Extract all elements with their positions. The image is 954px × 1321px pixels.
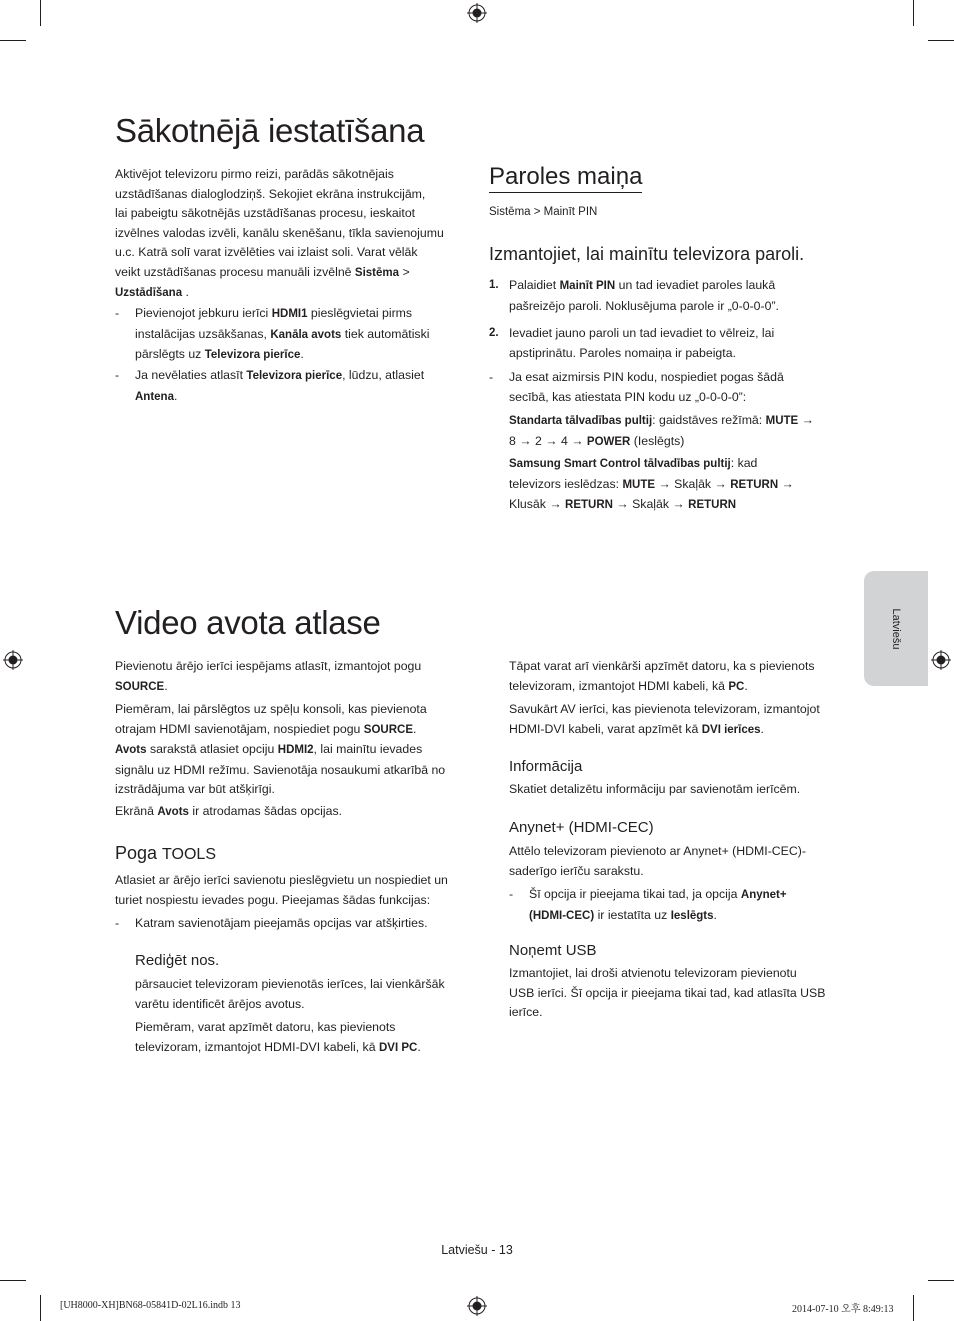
rename-example-dvi: Savukārt AV ierīci, kas pievienota televizoram, izmantojot HDMI-DVI kabeli, varat apzīmēt kā DVI ierīces. — [509, 702, 820, 736]
tools-title: Poga TOOLS — [115, 843, 216, 863]
smart-control-sequence: Samsung Smart Control tālvadības pultij: kad televizors ieslēdzas: MUTE → Skaļāk → RETURN → Klusāk → RETURN → Skaļāk → RETURN — [509, 456, 794, 511]
crop-mark — [0, 1280, 26, 1281]
password-subtitle: Izmantojiet, lai mainītu televizora paroli. — [489, 244, 805, 264]
video-source-p1: Pievienotu ārējo ierīci iespējams atlasīt, izmantojot pogu SOURCE. — [115, 659, 422, 693]
section-title-video-source: Video avota atlase — [115, 604, 381, 641]
initial-setup-note-antenna: - Ja nevēlaties atlasīt Televizora pierīce, lūdzu, atlasiet Antena. — [115, 368, 425, 403]
crop-mark — [0, 40, 26, 41]
tools-paragraph: Atlasiet ar ārējo ierīci savienotu pieslēgvietu un nospiediet un turiet nospiestu ievades pogu. Pieejamas šādas funkcijas: — [115, 873, 448, 907]
remove-usb-title: Noņemt USB — [509, 942, 597, 959]
info-paragraph: Skatiet detalizētu informāciju par savienotām ierīcēm. — [509, 782, 801, 796]
anynet-title: Anynet+ (HDMI-CEC) — [509, 819, 654, 836]
registration-mark-icon — [467, 3, 487, 23]
tools-note: - Katram savienotājam pieejamās opcijas var atšķirties. — [115, 916, 428, 930]
language-side-tab — [864, 571, 928, 686]
remove-usb-paragraph: Izmantojiet, lai droši atvienotu televizoram pievienotu USB ierīci. Šī opcija ir pieejama tikai tad, kad atlasīta USB ierīce. — [509, 966, 826, 1019]
section-title-initial-setup: Sākotnējā iestatīšana — [115, 112, 425, 149]
section-title-password-change: Paroles maiņa — [489, 163, 642, 193]
initial-setup-note-hdmi: - Pievienojot jebkuru ierīci HDMI1 pieslēgvietai pirms instalācijas uzsākšanas, Kanāla avots tiek automātiski pārslēgts uz Televizora pierīce. — [115, 306, 430, 361]
language-side-tab-label: Latviešu — [890, 608, 902, 649]
print-timestamp: 2014-07-10 오후 8:49:13 — [792, 1304, 894, 1315]
registration-mark-icon — [467, 1296, 487, 1316]
password-step-2: 2. Ievadiet jauno paroli un tad ievadiet to vēlreiz, lai apstiprinātu. Paroles nomaiņa ir pabeigta. — [489, 326, 775, 360]
crop-mark — [913, 1295, 914, 1321]
anynet-paragraph: Attēlo televizoram pievienoto ar Anynet+ (HDMI-CEC)- saderīgo ierīču sarakstu. — [509, 844, 806, 878]
registration-mark-icon — [3, 650, 23, 670]
crop-mark — [913, 0, 914, 26]
rename-example-pc: Tāpat varat arī vienkārši apzīmēt datoru, ka s pievienots televizoram, izmantojot HDMI kabeli, kā PC. — [509, 659, 815, 693]
crop-mark — [40, 0, 41, 26]
video-source-p3: Ekrānā Avots ir atrodamas šādas opcijas. — [115, 804, 343, 818]
breadcrumb: Sistēma > Mainīt PIN — [489, 206, 598, 218]
anynet-note: - Šī opcija ir pieejama tikai tad, ja opcija Anynet+ (HDMI-CEC) ir iestatīta uz Ieslēgts. — [509, 887, 787, 922]
crop-mark — [928, 1280, 954, 1281]
rename-title: Rediģēt nos. — [135, 952, 220, 969]
standard-remote-sequence: Standarta tālvadības pultij: gaidstāves režīmā: MUTE → 8 → 2 → 4 → POWER (Ieslēgts) — [509, 413, 814, 448]
page-number: Latviešu - 13 — [441, 1243, 513, 1257]
password-step-1: 1. Palaidiet Mainīt PIN un tad ievadiet paroles laukā pašreizējo paroli. Noklusējuma parole ir „0-0-0-0”. — [489, 278, 779, 313]
info-title: Informācija — [509, 758, 583, 775]
video-source-p2: Piemēram, lai pārslēgtos uz spēļu konsoli, kas pievienota otrajam HDMI savienotājam, nospiediet pogu SOURCE. Avots sarakstā atlasiet opciju HDMI2, lai mainītu ievades signālu uz HDMI režīmu. Savienotāja nosaukumi atkarībā no izstrādājuma var būt atšķirīgi. — [115, 702, 446, 796]
registration-mark-icon — [931, 650, 951, 670]
print-file-info: [UH8000-XH]BN68-05841D-02L16.indb 13 — [60, 1300, 241, 1311]
rename-p1: pārsauciet televizoram pievienotās ierīces, lai vienkāršāk varētu identificēt ārējos avotus. — [135, 977, 445, 1011]
rename-p2: Piemēram, varat apzīmēt datoru, kas pievienots televizoram, izmantojot HDMI-DVI kabeli, kā DVI PC. — [135, 1020, 421, 1054]
crop-mark — [40, 1295, 41, 1321]
initial-setup-intro: Aktivējot televizoru pirmo reizi, parādās sākotnējais uzstādīšanas dialoglodziņš. Sekojiet ekrāna instrukcijām, lai pabeigtu sākotnējās uzstādīšanas procesu, ieskaitot izvēlnes valodas izvēli, kanālu skenēšanu, tīkla savienojumu u.c. Katrā solī varat izvēlēties vai izlaist soli. Varat vēlāk veikt uzstādīšanas procesu manuāli izvēlnē Sistēma > Uzstādīšana . — [115, 167, 444, 299]
crop-mark — [928, 40, 954, 41]
password-forgot-note: - Ja esat aizmirsis PIN kodu, nospiediet pogas šādā secībā, kas atiestata PIN kodu uz „0-0-0-0”: — [489, 370, 784, 404]
